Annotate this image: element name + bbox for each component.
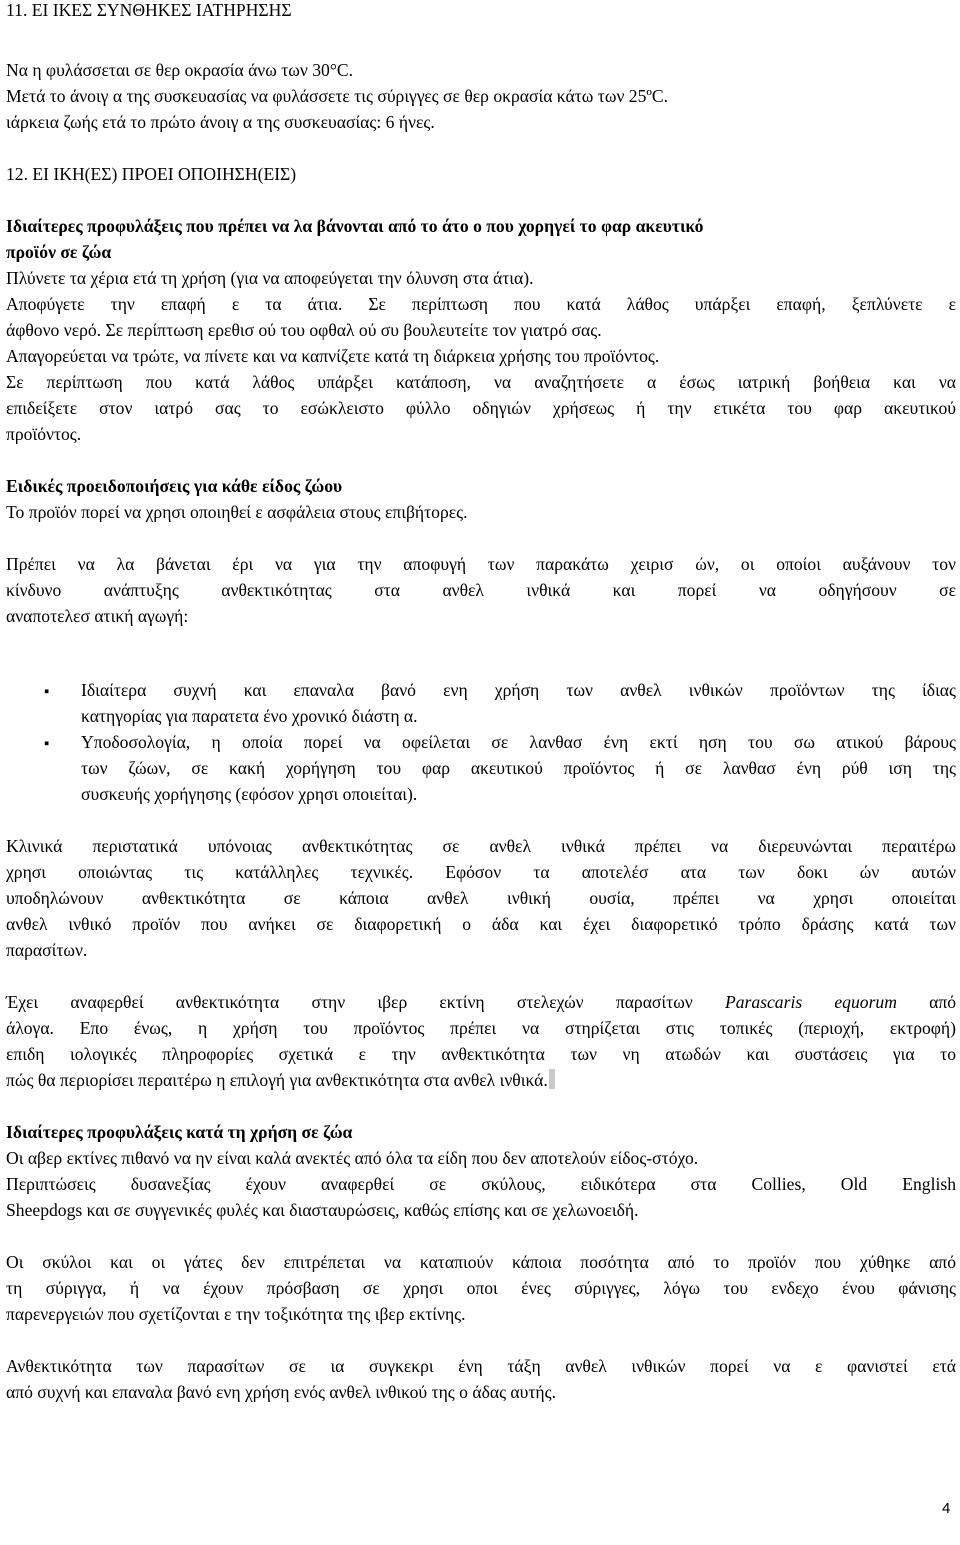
precautions-line: Σε περίπτωση που κατά λάθος υπάρξει κατάποση, να αναζητήσετε α έσως ιατρική βοήθεια και να — [6, 372, 956, 392]
page-number: 4 — [942, 1500, 951, 1517]
text-cursor-mark — [549, 1069, 555, 1089]
dogs-line: παρενεργειών που σχετίζονται ε την τοξικότητα της ιβερ εκτίνης. — [6, 1304, 466, 1324]
storage-line-2: Μετά το άνοιγ α της συσκευασίας να φυλάσσετε τις σύριγγες σε θερ οκρασία κάτω των 25ºC. — [6, 86, 668, 106]
resistance-line: αναποτελεσ ατική αγωγή: — [6, 606, 189, 626]
precautions-heading-line-1: Ιδιαίτερες προφυλάξεις που πρέπει να λα βάνονται από το άτο ο που χορηγεί το φαρ ακευτικό — [6, 216, 704, 236]
species-heading: Ειδικές προειδοποιήσεις για κάθε είδος ζώου — [6, 476, 343, 496]
dogs-line: τη σύριγγα, ή να έχουν πρόσβαση σε χρησι οποι ένες σύριγγες, λόγω του ενδεχο ένου φάνισης — [6, 1278, 956, 1298]
parascaris-text-pre: Έχει αναφερθεί ανθεκτικότητα στην ιβερ εκτίνη στελεχών παρασίτων — [6, 992, 725, 1012]
bullet-2-line-1: Υποδοσολογία, η οποία πορεί να οφείλεται σε λανθασ ένη εκτί ηση του σω ατικού βάρους — [81, 732, 956, 752]
precautions-heading-line-2: προϊόν σε ζώα — [6, 242, 112, 262]
bullet-icon: ▪ — [44, 736, 50, 752]
clinical-line: Κλινικά περιστατικά υπόνοιας ανθεκτικότητας σε ανθελ ινθικά πρέπει να διερευνώνται περαιτέρω — [6, 836, 956, 856]
resistance-line: κίνδυνο ανάπτυξης ανθεκτικότητας στα ανθελ ινθικά και πορεί να οδηγήσουν σε — [6, 580, 956, 600]
bullet-2-line-3: συσκευής χορήγησης (εφόσον χρησι οποιείται). — [81, 784, 418, 804]
bullet-1-line-1: Ιδιαίτερα συχνή και επαναλα βανό ενη χρήση των ανθελ ινθικών προϊόντων της ίδιας — [81, 680, 956, 700]
class-line: από συχνή και επαναλα βανό ενη χρήση ενός ανθελ ινθικού της ο άδας αυτής. — [6, 1382, 557, 1402]
species-line: Το προϊόν πορεί να χρησι οποιηθεί ε ασφάλεια στους επιβήτορες. — [6, 502, 468, 522]
parascaris-species-name: Parascaris equorum — [724, 992, 897, 1012]
parascaris-line: πώς θα περιορίσει περαιτέρω η επιλογή για ανθεκτικότητα στα ανθελ ινθικά. — [6, 1070, 548, 1090]
precautions-line: Αποφύγετε την επαφή ε τα άτια. Σε περίπτωση που κατά λάθος υπάρξει επαφή, ξεπλύνετε ε — [6, 294, 956, 314]
use-line: Οι αβερ εκτίνες πιθανό να ην είναι καλά ανεκτές από όλα τα είδη που δεν αποτελούν είδος-στόχο. — [6, 1148, 699, 1168]
precautions-line: Πλύνετε τα χέρια ετά τη χρήση (για να αποφεύγεται την όλυνση στα άτια). — [6, 268, 534, 288]
parascaris-text-post: από — [896, 992, 957, 1012]
dogs-line: Οι σκύλοι και οι γάτες δεν επιτρέπεται να καταπιούν κάποια ποσότητα από το προϊόν που χύθηκε από — [6, 1252, 956, 1272]
section-12-heading: 12. ΕΙ ΙΚΗ(ΕΣ) ΠΡΟΕΙ ΟΠΟΙΗΣΗ(ΕΙΣ) — [6, 164, 297, 184]
parascaris-line-last — [6, 1068, 555, 1094]
use-line: Περιπτώσεις δυσανεξίας έχουν αναφερθεί σε σκύλους, ειδικότερα στα Collies, Old English — [6, 1174, 956, 1194]
parascaris-line: επιδη ιολογικές πληροφορίες σχετικά ε την ανθεκτικότητα των νη ατωδών και συστάσεις για το — [6, 1044, 956, 1064]
clinical-line: ανθελ ινθικό προϊόν που ανήκει σε διαφορετική ο άδα και έχει διαφορετικό τρόπο δράσης κατά των — [6, 914, 956, 934]
bullet-1-line-2: κατηγορίας για παρατετα ένο χρονικό διάστη α. — [81, 706, 418, 726]
bullet-2-line-2: των ζώων, σε κακή χορήγηση του φαρ ακευτικού προϊόντος ή σε λανθασ ένη ρύθ ιση της — [81, 758, 956, 778]
precautions-line: επιδείξετε στον ιατρό σας το εσώκλειστο φύλλο οδηγιών χρήσεως ή την ετικέτα του φαρ ακευτικού — [6, 398, 956, 418]
storage-line-1: Να η φυλάσσεται σε θερ οκρασία άνω των 30°C. — [6, 60, 353, 80]
use-line: Sheepdogs και σε συγγενικές φυλές και διασταυρώσεις, καθώς επίσης και σε χελωνοειδή. — [6, 1200, 639, 1220]
precautions-line: προϊόντος. — [6, 424, 82, 444]
use-heading: Ιδιαίτερες προφυλάξεις κατά τη χρήση σε ζώα — [6, 1122, 353, 1142]
class-line: Ανθεκτικότητα των παρασίτων σε ια συγκεκρι ένη τάξη ανθελ ινθικών πορεί να ε φανιστεί ετά — [6, 1356, 956, 1376]
parascaris-line-1 — [6, 990, 956, 1016]
clinical-line: υποδηλώνουν ανθεκτικότητα σε κάποια ανθελ ινθική ουσία, πρέπει να χρησι οποιείται — [6, 888, 956, 908]
clinical-line: χρησι οποιώντας τις κατάλληλες τεχνικές. Εφόσον τα αποτελέσ ατα των δοκι ών αυτών — [6, 862, 956, 882]
precautions-line: άφθονο νερό. Σε περίπτωση ερεθισ ού του οφθαλ ού συ βουλευτείτε τον γιατρό σας. — [6, 320, 602, 340]
resistance-line: Πρέπει να λα βάνεται έρι να για την αποφυγή των παρακάτω χειρισ ών, οι οποίοι αυξάνουν τον — [6, 554, 956, 574]
storage-line-3: ιάρκεια ζωής ετά το πρώτο άνοιγ α της συσκευασίας: 6 ήνες. — [6, 112, 435, 132]
clinical-line: παρασίτων. — [6, 940, 88, 960]
bullet-icon: ▪ — [44, 684, 50, 700]
section-11-heading: 11. ΕΙ ΙΚΕΣ ΣΥΝΘΗΚΕΣ ΙΑΤΗΡΗΣΗΣ — [6, 0, 292, 20]
parascaris-line: άλογα. Επο ένως, η χρήση του προϊόντος πρέπει να στηρίζεται στις τοπικές (περιοχή, εκτροφή) — [6, 1018, 956, 1038]
precautions-line: Απαγορεύεται να τρώτε, να πίνετε και να καπνίζετε κατά τη διάρκεια χρήσης του προϊόντος. — [6, 346, 660, 366]
